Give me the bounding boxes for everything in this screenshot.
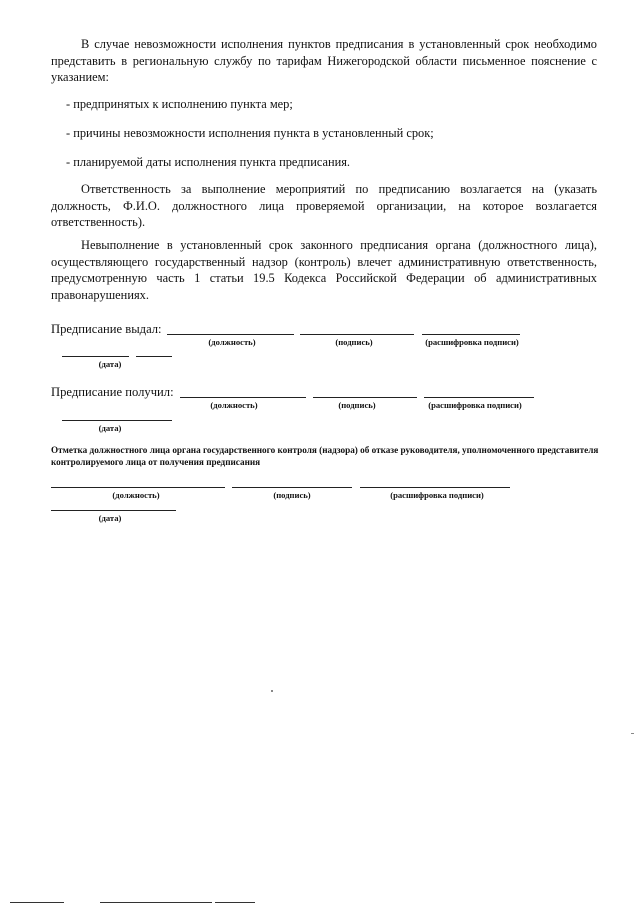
scan-speck [271,690,273,692]
paragraph-responsibility: Ответственность за выполнение мероприятий по предписанию возлагается на (указать должность, Ф.И.О. должностного лица проверяемой организации, на которое возлагается ответственность). [51,182,597,229]
issued-position-line [167,334,294,335]
list-item-reasons: - причины невозможности исполнения пункта в установленный срок; [66,126,434,140]
list-item-measures: - предпринятых к исполнению пункта мер; [66,97,293,111]
received-date-caption: (дата) [98,423,122,433]
scan-speck [631,733,634,734]
issued-date-line-b [136,356,172,357]
refusal-position-line [51,487,225,488]
issued-name-line [422,334,520,335]
scan-edge-mark [10,902,64,903]
received-signature-line [313,397,417,398]
refusal-date-caption: (дата) [98,513,122,523]
issued-by-label: Предписание выдал: [51,322,162,336]
refusal-signature-caption: (подпись) [273,490,311,500]
received-position-line [180,397,306,398]
list-item-planned-date: - планируемой даты исполнения пункта предписания. [66,155,351,169]
issued-date-line-a [62,356,129,357]
received-by-label: Предписание получил: [51,385,174,399]
issued-name-caption: (расшифровка подписи) [425,337,519,347]
received-name-line [424,397,534,398]
refusal-name-caption: (расшифровка подписи) [390,490,484,500]
refusal-date-line [51,510,176,511]
issued-signature-caption: (подпись) [335,337,373,347]
scan-edge-mark [100,902,212,903]
paragraph-liability: Невыполнение в установленный срок законного предписания органа (должностного лица), осуществляющего государственный надзор (контроль) влечет административную ответственность, предусмотренную часть 1 статьи 19.5 Кодекса Российской Федерации об административных правонарушениях. [51,238,597,302]
issued-position-caption: (должность) [208,337,256,347]
refusal-position-caption: (должность) [112,490,160,500]
refusal-signature-line [232,487,352,488]
paragraph-explanation-requirement: В случае невозможности исполнения пунктов предписания в установленный срок необходимо представить в региональную службу по тарифам Нижегородской области письменное пояснение с указанием: [51,37,597,84]
issued-signature-line [300,334,414,335]
received-position-caption: (должность) [210,400,258,410]
refusal-note: Отметка должностного лица органа государственного контроля (надзора) об отказе руководителя, уполномоченного представителя контролируемого лица от получения предписания [51,445,599,467]
received-date-line [62,420,172,421]
refusal-name-line [360,487,510,488]
received-name-caption: (расшифровка подписи) [428,400,522,410]
issued-date-caption: (дата) [98,359,122,369]
received-signature-caption: (подпись) [338,400,376,410]
scan-edge-mark [215,902,255,903]
